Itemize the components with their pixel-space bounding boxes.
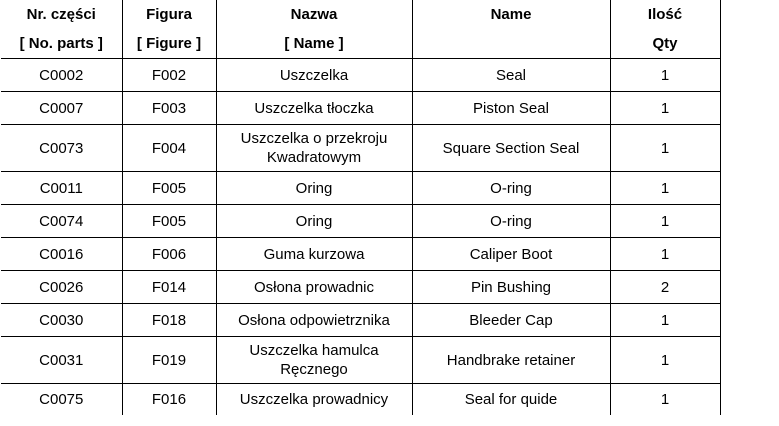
cell-part-no: C0002 bbox=[1, 59, 122, 92]
cell-nazwa-line: Uszczelka bbox=[279, 66, 349, 84]
cell-nazwa bbox=[216, 205, 412, 238]
cell-name: Piston Seal bbox=[412, 92, 610, 125]
header-qty-en: Qty bbox=[652, 35, 678, 52]
table-row bbox=[1, 304, 720, 337]
cell-name: Seal bbox=[412, 59, 610, 92]
cell-part-no: C0026 bbox=[1, 271, 122, 304]
cell-nazwa bbox=[216, 337, 412, 384]
table-row bbox=[1, 59, 720, 92]
cell-part-no: C0074 bbox=[1, 205, 122, 238]
cell-qty: 1 bbox=[610, 172, 720, 205]
cell-nazwa-line: Uszczelka prowadnicy bbox=[239, 391, 389, 408]
parts-table-body bbox=[1, 59, 720, 416]
cell-nazwa-line: Oring bbox=[295, 212, 333, 230]
cell-nazwa bbox=[216, 172, 412, 205]
cell-nazwa-line: Ręcznego bbox=[280, 361, 348, 378]
cell-nazwa bbox=[216, 92, 412, 125]
cell-qty: 1 bbox=[610, 384, 720, 416]
cell-qty: 1 bbox=[610, 59, 720, 92]
cell-figure: F018 bbox=[122, 304, 216, 337]
cell-qty: 1 bbox=[610, 337, 720, 384]
table-row bbox=[1, 238, 720, 271]
cell-part-no: C0011 bbox=[1, 172, 122, 205]
header-part-no-pl: Nr. części bbox=[26, 6, 96, 23]
cell-qty: 1 bbox=[610, 205, 720, 238]
header-figure-pl: Figura bbox=[146, 6, 192, 23]
parts-table bbox=[1, 0, 721, 415]
header-part-no-en: [ No. parts ] bbox=[19, 35, 103, 52]
cell-nazwa-line: Guma kurzowa bbox=[263, 245, 365, 263]
cell-nazwa-line: Uszczelka o przekroju bbox=[240, 130, 388, 147]
cell-figure: F004 bbox=[122, 125, 216, 172]
cell-figure: F005 bbox=[122, 172, 216, 205]
table-row bbox=[1, 172, 720, 205]
cell-part-no: C0073 bbox=[1, 125, 122, 172]
cell-figure: F014 bbox=[122, 271, 216, 304]
header-qty bbox=[610, 0, 720, 59]
header-figure-en: [ Figure ] bbox=[136, 35, 202, 52]
cell-nazwa-line: Kwadratowym bbox=[266, 149, 362, 166]
cell-name: Bleeder Cap bbox=[412, 304, 610, 337]
cell-figure: F006 bbox=[122, 238, 216, 271]
cell-name: Pin Bushing bbox=[412, 271, 610, 304]
cell-figure: F019 bbox=[122, 337, 216, 384]
table-row bbox=[1, 384, 720, 416]
cell-nazwa bbox=[216, 125, 412, 172]
cell-figure: F016 bbox=[122, 384, 216, 416]
cell-nazwa-line: Oring bbox=[295, 179, 333, 197]
cell-nazwa bbox=[216, 271, 412, 304]
cell-figure: F005 bbox=[122, 205, 216, 238]
header-name bbox=[412, 0, 610, 59]
table-row bbox=[1, 92, 720, 125]
cell-qty: 1 bbox=[610, 304, 720, 337]
table-row bbox=[1, 125, 720, 172]
cell-part-no: C0030 bbox=[1, 304, 122, 337]
cell-name: Seal for quide bbox=[412, 384, 610, 416]
cell-nazwa-line: Osłona odpowietrznika bbox=[238, 311, 390, 329]
header-nazwa bbox=[216, 0, 412, 59]
header-qty-pl: Ilość bbox=[647, 6, 683, 23]
cell-name: Handbrake retainer bbox=[412, 337, 610, 384]
cell-nazwa bbox=[216, 384, 412, 416]
cell-nazwa-line: Uszczelka hamulca bbox=[249, 342, 379, 359]
cell-name: Caliper Boot bbox=[412, 238, 610, 271]
header-name-en: Name bbox=[490, 6, 532, 23]
cell-name: O-ring bbox=[412, 205, 610, 238]
cell-figure: F003 bbox=[122, 92, 216, 125]
cell-figure: F002 bbox=[122, 59, 216, 92]
cell-nazwa bbox=[216, 304, 412, 337]
cell-name: O-ring bbox=[412, 172, 610, 205]
header-name-blank bbox=[413, 29, 610, 58]
cell-nazwa bbox=[216, 238, 412, 271]
cell-qty: 1 bbox=[610, 92, 720, 125]
cell-part-no: C0007 bbox=[1, 92, 122, 125]
header-nazwa-pl: Nazwa bbox=[290, 6, 338, 23]
cell-nazwa bbox=[216, 59, 412, 92]
cell-name: Square Section Seal bbox=[412, 125, 610, 172]
header-nazwa-en: [ Name ] bbox=[284, 35, 344, 52]
cell-nazwa-line: Osłona prowadnic bbox=[253, 278, 375, 296]
cell-qty: 1 bbox=[610, 125, 720, 172]
cell-part-no: C0031 bbox=[1, 337, 122, 384]
cell-part-no: C0075 bbox=[1, 384, 122, 416]
header-figure bbox=[122, 0, 216, 59]
header-part-no bbox=[1, 0, 122, 59]
header-row bbox=[1, 0, 720, 59]
cell-qty: 2 bbox=[610, 271, 720, 304]
table-row bbox=[1, 271, 720, 304]
table-row bbox=[1, 337, 720, 384]
cell-qty: 1 bbox=[610, 238, 720, 271]
cell-part-no: C0016 bbox=[1, 238, 122, 271]
table-row bbox=[1, 205, 720, 238]
cell-nazwa-line: Uszczelka tłoczka bbox=[254, 99, 374, 117]
